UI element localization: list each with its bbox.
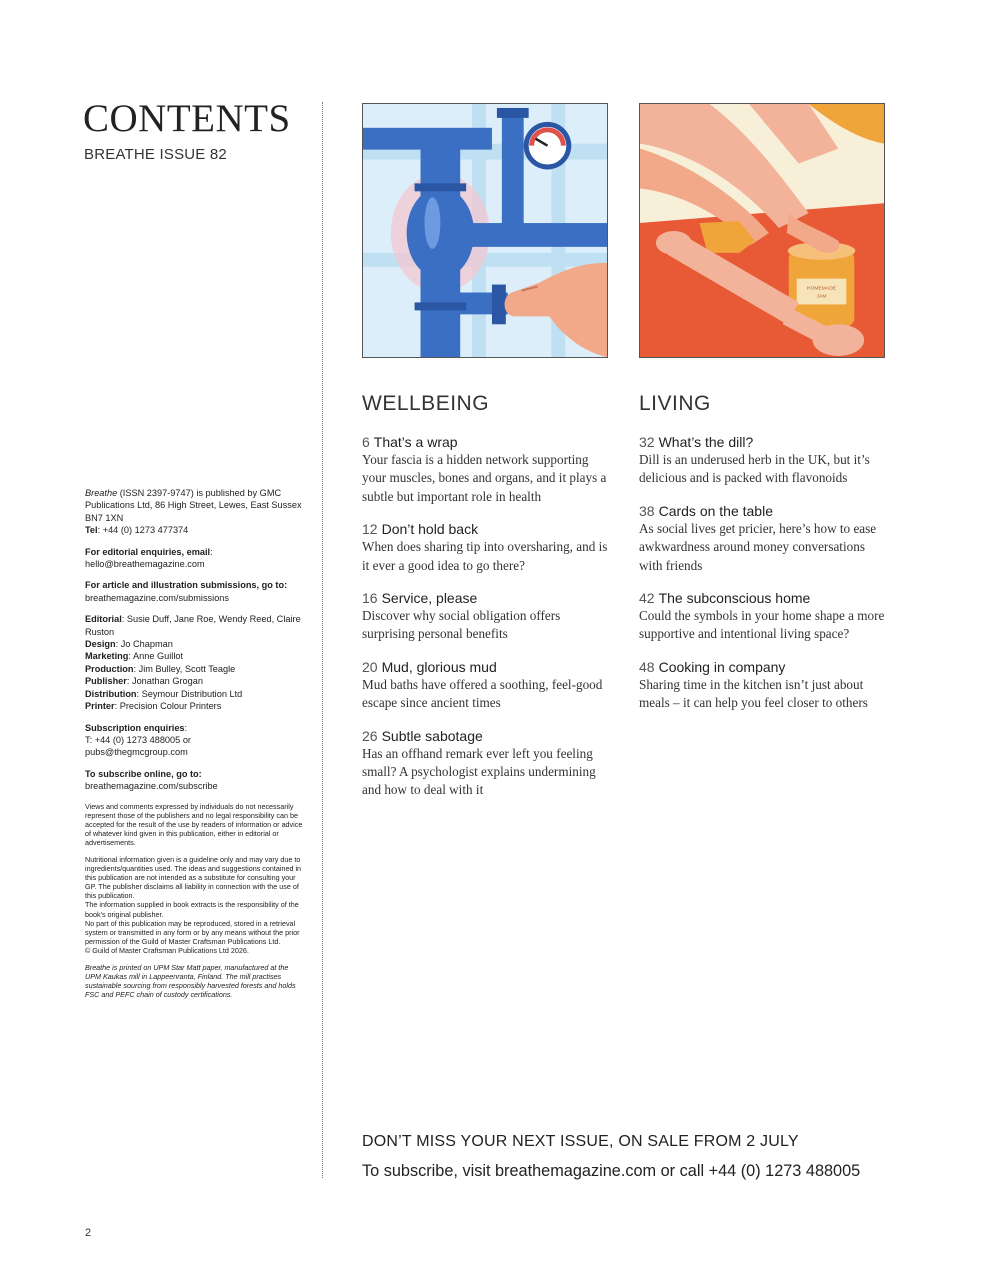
contents-entry[interactable]: [639, 433, 889, 488]
nutrition-notice: Nutritional information given is a guideline only and may vary due to ingredients/quantities used. The ideas and suggestions contained in this publication are not intended as a substitute for consulting your GP. The publisher disclaims all liability in connection with the use of this publication.: [85, 855, 302, 901]
contents-entry[interactable]: [639, 658, 889, 713]
section-title: LIVING: [639, 392, 711, 415]
subscribe-link[interactable]: breathemagazine.com/subscribe: [85, 781, 218, 792]
subscribe-notice: To subscribe, visit breathemagazine.com or call +44 (0) 1273 488005: [362, 1162, 861, 1180]
section-living: [639, 392, 889, 727]
entry-title: Cooking in company: [658, 658, 786, 675]
entry-description: Has an offhand remark ever left you feeling small? A psychologist explains undermining and how to deal with it: [362, 745, 596, 798]
editorial-email-link[interactable]: hello@breathemagazine.com: [85, 559, 205, 570]
contents-entry[interactable]: [362, 658, 612, 713]
baking-illustration: [640, 104, 884, 357]
credit-line: Distribution: Seymour Distribution Ltd: [85, 688, 243, 699]
next-issue-notice: DON’T MISS YOUR NEXT ISSUE, ON SALE FROM 2 JULY: [362, 1133, 799, 1150]
entry-page-number: 26: [362, 727, 378, 744]
entry-page-number: 32: [639, 434, 655, 450]
entry-title: Mud, glorious mud: [381, 658, 497, 675]
publisher-info: Breathe (ISSN 2397-9747) is published by GMC Publications Ltd, 86 High Street, Lewes, East Sussex BN7 1XN Tel: +44 (0) 1273 477374: [85, 488, 302, 536]
entry-title: That’s a wrap: [373, 434, 458, 450]
paper-notice: Breathe is printed on UPM Star Matt paper, manufactured at the UPM Kaukas mill in Lappeenranta, Finland. The mill practises sustainable sourcing from responsibly harvested forests and holds FSC and PEFC chain of custody certifications.: [85, 963, 296, 1000]
submissions-info: For article and illustration submissions, go to: breathemagazine.com/submissions: [85, 580, 288, 603]
living-illustration: [639, 103, 885, 358]
contents-entry[interactable]: [639, 589, 889, 644]
entry-page-number: 16: [362, 590, 378, 607]
submissions-link[interactable]: breathemagazine.com/submissions: [85, 592, 230, 603]
entry-page-number: 48: [639, 658, 655, 675]
entry-description: Your fascia is a hidden network supporting your muscles, bones and organs, and it plays a subtle but important role in health: [362, 452, 607, 504]
pipes-gauge-illustration: [363, 104, 607, 357]
wellbeing-illustration: [362, 103, 608, 358]
entry-title: What’s the dill?: [658, 434, 754, 450]
entry-title: Service, please: [381, 590, 478, 607]
entry-title: Cards on the table: [658, 502, 773, 519]
jar-label-line2: JAM: [816, 294, 827, 300]
jar-label-line1: HOMEMADE: [806, 286, 837, 292]
entry-page-number: 20: [362, 658, 378, 675]
credit-line: Production: Jim Bulley, Scott Teagle: [85, 663, 236, 674]
entry-description: Mud baths have offered a soothing, feel-good escape since ancient times: [362, 676, 603, 711]
disclaimer: Views and comments expressed by individuals do not necessarily represent those of the publishers and no legal responsibility can be accepted for the result of the use by readers of information or advice of whatever kind given in this publication, either in editorial or advertisements.: [85, 801, 303, 847]
staff-credits: [85, 613, 305, 712]
section-wellbeing: [362, 392, 612, 814]
subscribe-online: To subscribe online, go to: breathemagazine.com/subscribe: [85, 768, 218, 792]
entry-description: Could the symbols in your home shape a more supportive and intentional living space?: [639, 608, 885, 642]
entry-description: Discover why social obligation offers surprising personal benefits: [362, 608, 561, 642]
editorial-enquiries: For editorial enquiries, email: hello@breathemagazine.com: [85, 546, 213, 570]
entry-page-number: 12: [362, 521, 378, 538]
contents-entry[interactable]: [362, 727, 612, 800]
subscription-enquiries: Subscription enquiries: T: +44 (0) 1273 488005 or pubs@thegmcgroup.com: [85, 722, 191, 758]
entry-description: Sharing time in the kitchen isn’t just about meals – it can help you feel closer to others: [639, 676, 868, 711]
entry-page-number: 38: [639, 502, 655, 519]
publication-name: Breathe: [85, 488, 118, 498]
entry-description: Dill is an underused herb in the UK, but it’s delicious and is packed with flavonoids: [639, 452, 870, 486]
entry-title: Don’t hold back: [381, 521, 479, 538]
credit-line: Design: Jo Chapman: [85, 639, 173, 650]
credit-line: Editorial: Susie Duff, Jane Roe, Wendy Reed, Claire Ruston: [85, 614, 301, 637]
imprint: [85, 487, 305, 1007]
credit-line: Marketing: Anne Guillot: [85, 651, 184, 662]
contents-entry[interactable]: [639, 502, 889, 575]
entry-title: Subtle sabotage: [381, 727, 483, 744]
entry-title: The subconscious home: [658, 590, 811, 607]
contents-entry[interactable]: [362, 433, 612, 506]
section-title: WELLBEING: [362, 392, 490, 415]
copyright-notice: © Guild of Master Craftsman Publications Ltd 2026.: [85, 945, 249, 955]
entry-description: As social lives get pricier, here’s how to ease awkwardness around money conversations with friends: [639, 520, 877, 573]
entry-page-number: 6: [362, 434, 370, 450]
issue-label: BREATHE ISSUE 82: [84, 146, 227, 163]
reproduction-notice: No part of this publication may be reproduced, stored in a retrieval system or transmitted in any form or by any means without the prior permission of the Guild of Master Craftsman Publications Ltd.: [85, 918, 300, 946]
entry-page-number: 42: [639, 590, 655, 607]
credit-line: Printer: Precision Colour Printers: [85, 701, 222, 712]
contents-entry[interactable]: [362, 589, 612, 644]
page-title: CONTENTS: [83, 97, 291, 140]
column-divider: [322, 102, 323, 1178]
contents-entry[interactable]: [362, 520, 612, 575]
page-number: 2: [85, 1227, 92, 1239]
credit-line: Publisher: Jonathan Grogan: [85, 676, 203, 687]
entry-description: When does sharing tip into oversharing, and is it ever a good idea to go there?: [362, 539, 608, 573]
subscription-email-link[interactable]: pubs@thegmcgroup.com: [85, 747, 188, 758]
extracts-notice: The information supplied in book extracts is the responsibility of the book's original publisher.: [85, 900, 299, 919]
